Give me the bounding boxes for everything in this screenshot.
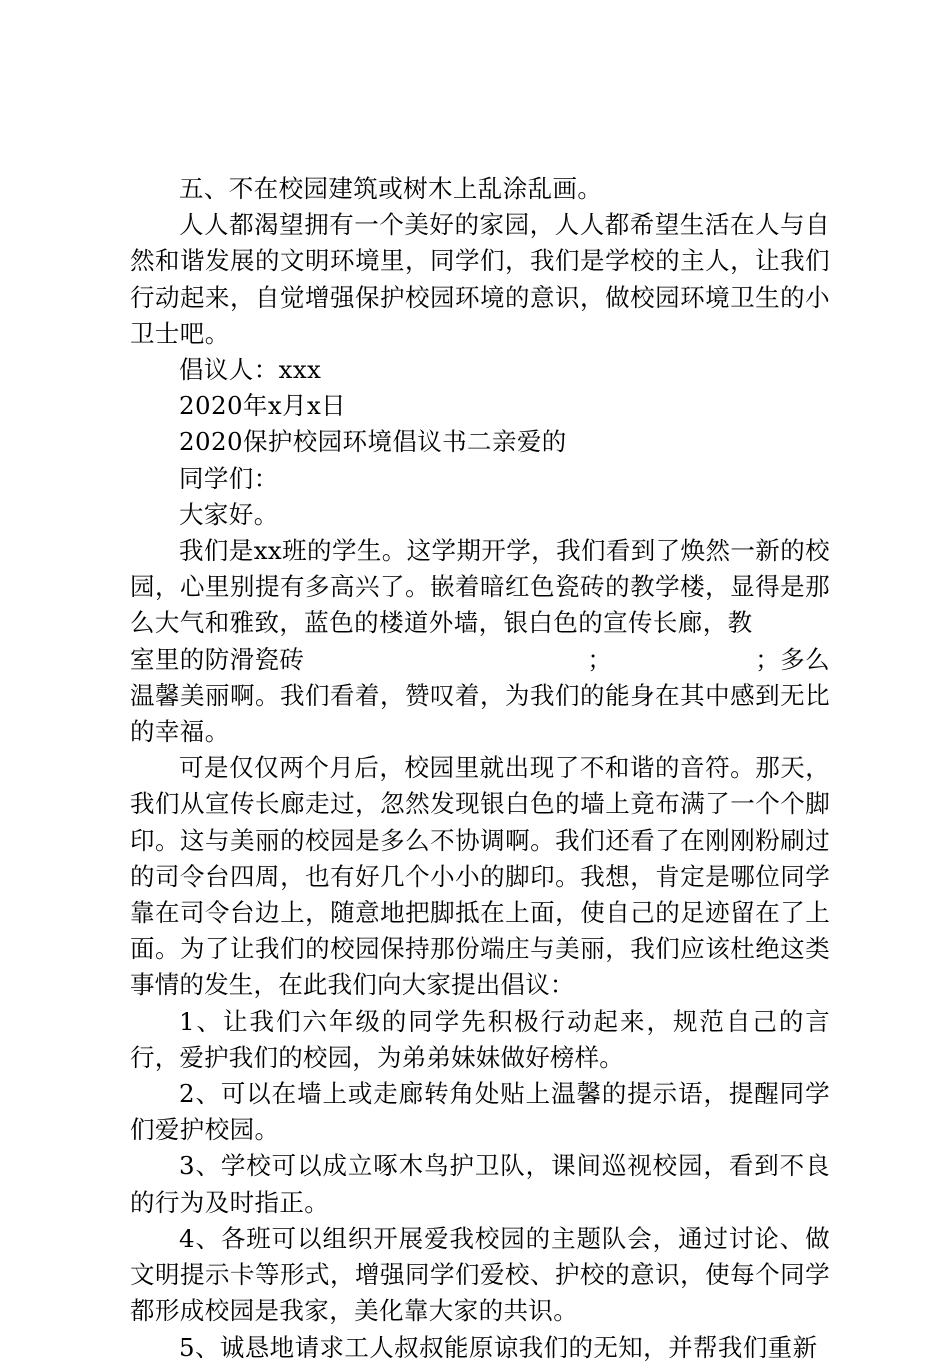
closing-paragraph: 人人都渴望拥有一个美好的家园，人人都希望生活在人与自然和谐发展的文明环境里，同学们，我们是学校的主人，让我们行动起来，自觉增强保护校园环境的意识，做校园环境卫生的小卫士吧。 <box>130 210 830 348</box>
gap-line-left: 室里的防滑瓷砖 <box>130 644 305 674</box>
paragraph-new-campus-gap-line <box>130 642 830 678</box>
salutation-line: 同学们： <box>179 463 279 493</box>
gap-line-middle: ； <box>587 644 613 674</box>
clause-five: 五、不在校园建筑或树木上乱涂乱画。 <box>179 174 603 203</box>
proposal-item-5: 5、诚恳地请求工人叔叔能原谅我们的无知，并帮我们重新 <box>179 1332 818 1362</box>
greeting-line: 大家好。 <box>179 499 279 529</box>
gap-line-right: ；多么 <box>755 644 830 674</box>
signer-line: 倡议人：xxx <box>179 355 322 385</box>
paragraph-footprints: 可是仅仅两个月后，校园里就出现了不和谐的音符。那天，我们从宣传长廊走过，忽然发现银白色的墙上竟布满了一个个脚印。这与美丽的校园是多么不协调啊。我们还看了在刚刚粉刷过的司令台四周，也有好几个小小的脚印。我想，肯定是哪位同学靠在司令台边上，随意地把脚抵在上面，使自己的足迹留在了上面。为了让我们的校园保持那份端庄与美丽，我们应该杜绝这类事情的发生，在此我们向大家提出倡议： <box>130 753 830 1000</box>
paragraph-new-campus-text: 我们是xx班的学生。这学期开学，我们看到了焕然一新的校园，心里别提有多高兴了。嵌着暗红色瓷砖的教学楼，显得是那么大气和雅致，蓝色的楼道外墙，银白色的宣传长廊， <box>130 536 830 638</box>
proposal-item-3: 3、学校可以成立啄木鸟护卫队，课间巡视校园，看到不良的行为及时指正。 <box>130 1151 830 1217</box>
second-letter-title: 2020保护校园环境倡议书二亲爱的 <box>179 427 567 457</box>
paragraph-new-campus-end: 温馨美丽啊。我们看着，赞叹着，为我们的能身在其中感到无比的幸福。 <box>130 680 830 747</box>
paragraph-new-campus <box>130 533 830 642</box>
date-line: 2020年x月x日 <box>179 391 347 421</box>
proposal-item-1: 1、让我们六年级的同学先积极行动起来，规范自己的言行，爱护我们的校园，为弟弟妹妹做好榜样。 <box>130 1006 830 1072</box>
proposal-item-2: 2、可以在墙上或走廊转角处贴上温馨的提示语，提醒同学们爱护校园。 <box>130 1079 830 1145</box>
proposal-item-4: 4、各班可以组织开展爱我校园的主题队会，通过讨论、做文明提示卡等形式，增强同学们爱校、护校的意识，使每个同学都形成校园是我家，美化靠大家的共识。 <box>130 1223 830 1326</box>
document-body <box>130 171 830 1366</box>
paragraph-new-campus-prefix: 教 <box>727 608 753 638</box>
